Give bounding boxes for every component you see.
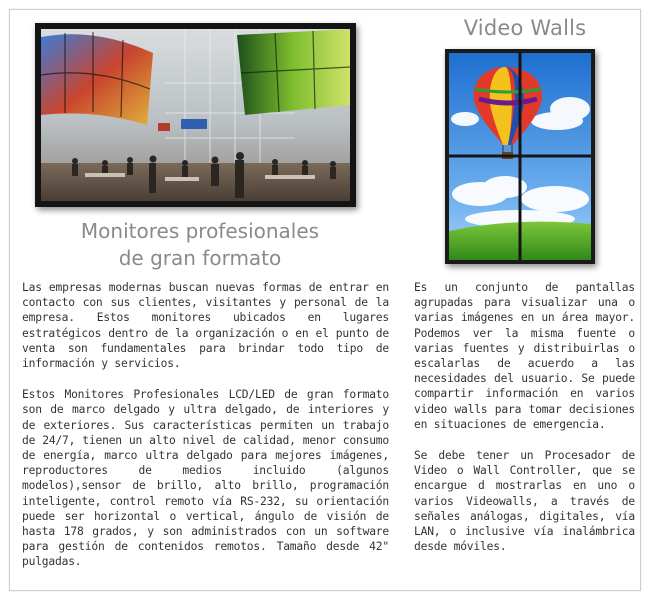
auditorium-monitors-image <box>35 23 356 207</box>
video-walls-paragraph-1: Es un conjunto de pantallas agrupadas para visualizar una o varias imágenes en un área mayor. Podemos ver la misma fuente o varias fuentes y distribuirlas o escalarlas de acuerdo a las necesidades del usuario. Se puede compartir información en varios video walls para tomar decisiones en situaciones de emergencia. <box>414 281 635 431</box>
video-walls-title: Video Walls <box>463 16 587 40</box>
monitors-paragraph-2: Estos Monitores Profesionales LCD/LED de gran formato son de marco delgado y ultra delgado, de interiores y de exteriores. Sus características permiten un trabajo de 24/7, tienen un alto nivel de calidad, menor consumo de energía, marco ultra delgado para mejores imágenes, reproductores de medios incluido (algunos modelos),sensor de brillo, alto brillo, programación inteligente, control remoto vía RS-232, su orientación puede ser horizontal o vertical, ángulo de visión de hasta 178 grados, y son administrados con un software para gestión de contenidos remotos. Tamaño desde 42" pulgadas. <box>22 388 389 569</box>
caption-line-2: de gran formato <box>118 246 282 270</box>
video-wall-balloon-image <box>445 49 595 264</box>
video-wall-photo <box>445 49 595 264</box>
auditorium-monitors-photo <box>35 23 356 207</box>
professional-monitors-caption <box>40 218 360 272</box>
caption-line-1: Monitores profesionales <box>80 219 320 243</box>
monitors-paragraph-1: Las empresas modernas buscan nuevas formas de entrar en contacto con sus clientes, visitantes y personal de la empresa. Estos monitores ubicados en lugares estratégicos dentro de la organización o en el punto de venta son fundamentales para brindar todo tipo de información y servicios. <box>22 281 389 371</box>
video-walls-paragraph-2: Se debe tener un Procesador de Video o Wall Controller, que se encargue d mostrarlas en uno o varios Videowalls, a través de señales análogas, digitales, vía LAN, o inclusive vía inalámbrica desde móviles. <box>414 449 635 554</box>
video-walls-text <box>414 280 635 570</box>
professional-monitors-text <box>22 280 389 586</box>
